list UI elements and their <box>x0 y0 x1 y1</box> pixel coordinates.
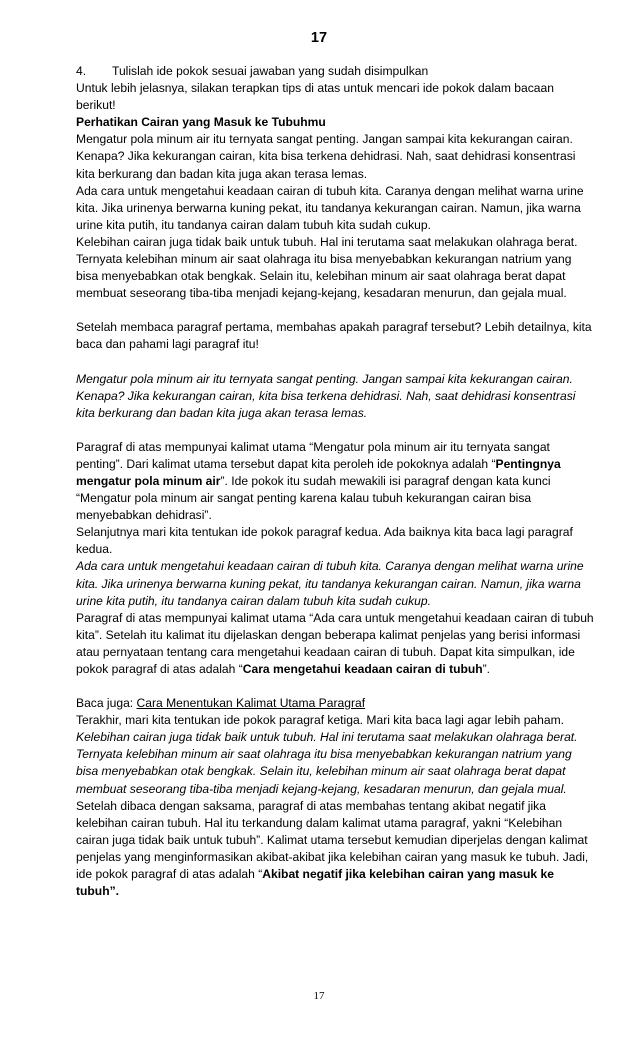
intro-paragraph: Untuk lebih jelasnya, silakan terapkan tips di atas untuk mencari ide pokok dalam bacaan berikut! <box>76 81 554 113</box>
item-number: 4. <box>76 64 87 78</box>
reading-paragraph-3: Kelebihan cairan juga tidak baik untuk tubuh. Hal ini terutama saat melakukan olahraga berat. Ternyata kelebihan minum air saat olahraga itu bisa menyebabkan kekurangan natrium yang bisa menyebabkan otak bengkak. Selain itu, kelebihan minum air saat olahraga berat dapat membuat seseorang tiba-tiba menjadi kejang-kejang, kesadaran menurun, dan gejala mual. <box>76 234 578 301</box>
main-idea-2: Cara mengetahui keadaan cairan di tubuh <box>242 662 483 676</box>
analysis-2-text-b: ”. <box>482 662 491 676</box>
analysis-paragraph-3 <box>76 798 596 901</box>
analysis-paragraph-2 <box>76 610 596 678</box>
quote-paragraph-3: Kelebihan cairan juga tidak baik untuk tubuh. Hal ini terutama saat melakukan olahraga berat. Ternyata kelebihan minum air saat olahraga itu bisa menyebabkan kekurangan natrium yang bisa menyebabkan otak bengkak. Selain itu, kelebihan minum air saat olahraga berat dapat membuat seseorang tiba-tiba menjadi kejang-kejang, kesadaran menurun, dan gejala mual. <box>76 730 578 796</box>
next-paragraph-3: Terakhir, mari kita tentukan ide pokok paragraf ketiga. Mari kita baca lagi agar lebih paham. <box>76 713 565 728</box>
see-also-label: Baca juga: <box>76 696 137 711</box>
main-idea-1: Pentingnya mengatur pola minum air <box>76 456 561 488</box>
reading-paragraph-2: Ada cara untuk mengetahui keadaan cairan di tubuh kita. Caranya dengan melihat warna urine kita. Jika urinenya berwarna kuning pekat, itu tandanya kekurangan cairan. Namun, jika warna urine kita putih, itu tandanya cairan dalam tubuh kita sudah cukup. <box>76 183 584 232</box>
after-read-paragraph: Setelah membaca paragraf pertama, membahas apakah paragraf tersebut? Lebih detailnya, kita baca dan pahami lagi paragraf itu! <box>76 320 592 352</box>
item-text: Tulislah ide pokok sesuai jawaban yang sudah disimpulkan <box>112 64 429 78</box>
analysis-3-text-a: Setelah dibaca dengan saksama, paragraf di atas membahas tentang akibat negatif jika kelebihan cairan tubuh. Hal itu terkandung dalam kalimat utama paragraf, yakni “Kelebihan cairan juga tidak baik untuk tubuh”. Kalimat utama tersebut kemudian diperjelas dengan kalimat penjelas yang menginformasikan akibat-akibat jika kelebihan cairan yang masuk ke tubuh. Jadi, ide pokok paragraf di atas adalah “ <box>76 798 589 882</box>
page-number-bottom: 17 <box>313 990 325 1002</box>
see-also-link[interactable]: Cara Menentukan Kalimat Utama Paragraf <box>136 696 366 711</box>
quote-paragraph-1: Mengatur pola minum air itu ternyata sangat penting. Jangan sampai kita kekurangan cairan. Kenapa? Jika kekurangan cairan, kita bisa terkena dehidrasi. Nah, saat dehidrasi konsentrasi kita berkurang dan badan kita juga akan terasa lemas. <box>76 371 576 420</box>
analysis-1-text-a: Paragraf di atas mempunyai kalimat utama “Mengatur pola minum air itu ternyata sangat penting”. Dari kalimat utama tersebut dapat kita peroleh ide pokoknya adalah “ <box>76 439 550 471</box>
quote-paragraph-2: Ada cara untuk mengetahui keadaan cairan di tubuh kita. Caranya dengan melihat warna urine kita. Jika urinenya berwarna kuning pekat, itu tandanya kekurangan cairan. Namun, jika warna urine kita putih, itu tandanya cairan dalam tubuh kita sudah cukup. <box>76 559 584 608</box>
main-idea-3: Akibat negatif jika kelebihan cairan yang masuk ke tubuh”. <box>76 867 554 899</box>
page-content <box>76 63 596 900</box>
analysis-2-text-a: Paragraf di atas mempunyai kalimat utama “Ada cara untuk mengetahui keadaan cairan di tubuh kita”. Setelah itu kalimat itu dijelaskan dengan beberapa kalimat penjelas yang berisi informasi atau pernyataan tentang cara mengetahui keadaan cairan di tubuh. Dapat kita simpulkan, ide pokok paragraf di atas adalah “ <box>76 610 594 676</box>
see-also <box>76 695 596 712</box>
analysis-1-text-b: ”. Ide pokok itu sudah mewakili isi paragraf dengan kata kunci “Mengatur pola minum air sangat penting karena kalau tubuh kekurangan cairan bisa menyebabkan dehidrasi”. <box>76 473 551 523</box>
analysis-paragraph-1 <box>76 439 596 524</box>
reading-title: Perhatikan Cairan yang Masuk ke Tubuhmu <box>76 115 326 130</box>
page-number-top: 17 <box>310 30 328 46</box>
next-paragraph-2: Selanjutnya mari kita tentukan ide pokok paragraf kedua. Ada baiknya kita baca lagi paragraf kedua. <box>76 525 573 557</box>
reading-paragraph-1: Mengatur pola minum air itu ternyata sangat penting. Jangan sampai kita kekurangan cairan. Kenapa? Jika kekurangan cairan, kita bisa terkena dehidrasi. Nah, saat dehidrasi konsentrasi kita berkurang dan badan kita juga akan terasa lemas. <box>76 132 576 181</box>
instruction-item-4 <box>76 63 596 80</box>
